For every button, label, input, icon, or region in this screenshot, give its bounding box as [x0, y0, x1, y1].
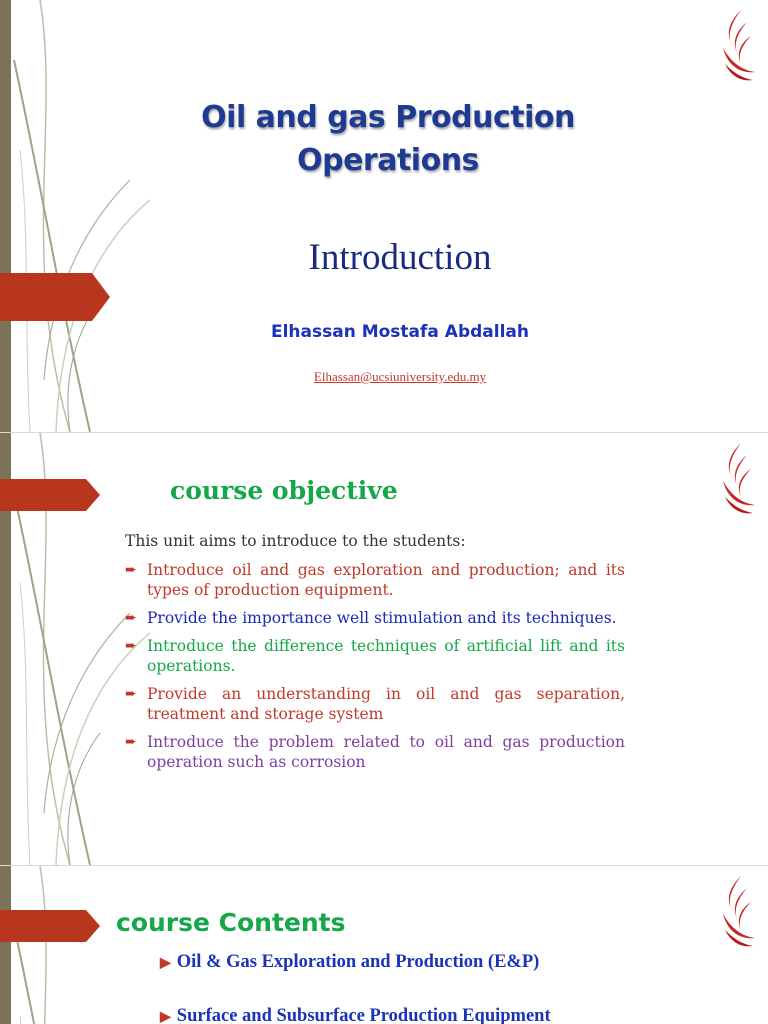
flame-logo-icon: [718, 874, 760, 949]
content-item-text: Surface and Subsurface Production Equipment: [176, 1006, 551, 1024]
flame-logo-icon: [718, 8, 760, 83]
triangle-bullet-icon: ▶: [160, 1010, 171, 1024]
accent-tab: [0, 910, 100, 942]
bullet-arrow-icon: ➨: [125, 686, 137, 702]
accent-tab: [0, 273, 110, 321]
bullet-arrow-icon: ➨: [125, 610, 137, 626]
objective-text: Introduce oil and gas exploration and production; and its types of production equipment.: [147, 561, 625, 599]
objective-item: [125, 608, 625, 628]
objective-text: Provide the importance well stimulation and its techniques.: [147, 609, 617, 627]
bullet-arrow-icon: ➨: [125, 638, 137, 654]
content-item: [160, 1006, 551, 1024]
slide-title: [0, 0, 768, 432]
slide-course-objective: [0, 433, 768, 865]
triangle-bullet-icon: ▶: [160, 956, 171, 971]
flame-logo-icon: [718, 441, 760, 516]
objective-text: Introduce the difference techniques of artificial lift and its operations.: [147, 637, 625, 675]
objective-item: [125, 560, 625, 600]
presentation-title: Oil and gas Production Operations: [201, 100, 575, 178]
author-email-link[interactable]: Elhassan@ucsiuniversity.edu.my: [313, 369, 487, 384]
vine-decoration: [0, 0, 160, 432]
objective-text: Provide an understanding in oil and gas separation, treatment and storage system: [147, 685, 625, 723]
objective-list: [125, 560, 625, 780]
bullet-arrow-icon: ➨: [125, 734, 137, 750]
section-heading: course objective: [170, 476, 398, 505]
content-item: [160, 952, 539, 973]
objective-intro: This unit aims to introduce to the students:: [125, 532, 466, 550]
vine-decoration: [0, 866, 160, 1024]
objective-item: [125, 732, 625, 772]
presentation-subtitle: Introduction: [308, 237, 492, 278]
content-item-text: Oil & Gas Exploration and Production (E&P): [176, 952, 540, 972]
objective-item: [125, 636, 625, 676]
objective-item: [125, 684, 625, 724]
accent-tab: [0, 479, 100, 511]
slide-course-contents: [0, 866, 768, 1024]
bullet-arrow-icon: ➨: [125, 562, 137, 578]
section-heading: course Contents: [116, 908, 346, 937]
author-name: Elhassan Mostafa Abdallah: [270, 322, 530, 342]
objective-text: Introduce the problem related to oil and gas production operation such as corrosion: [147, 733, 625, 771]
